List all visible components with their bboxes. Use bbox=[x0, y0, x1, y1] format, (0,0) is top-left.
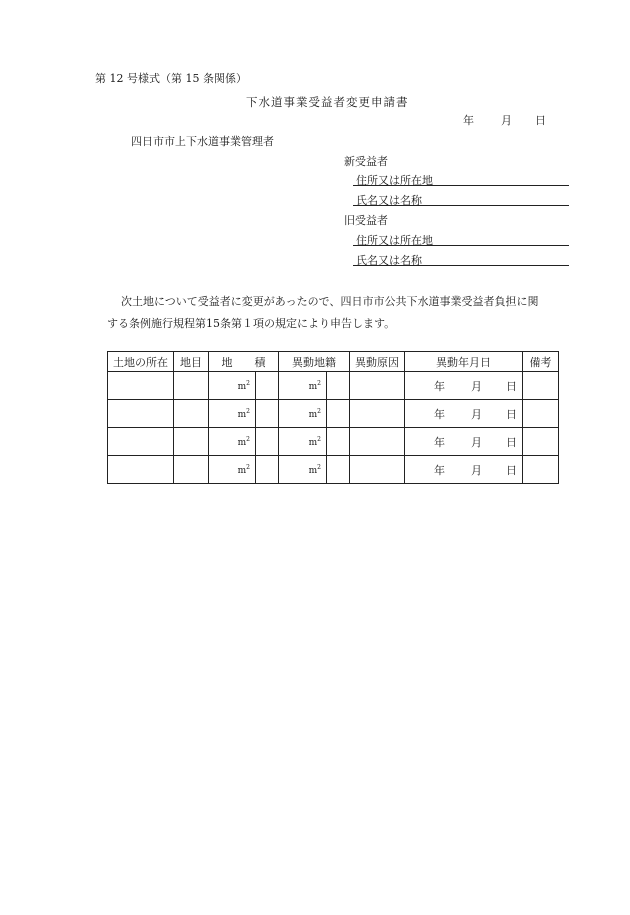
new-address-label: 住所又は所在地 bbox=[356, 174, 433, 187]
old-name-field[interactable] bbox=[353, 265, 569, 266]
cell-location[interactable] bbox=[108, 372, 174, 400]
cell-area[interactable] bbox=[209, 428, 256, 456]
cell-remarks[interactable] bbox=[523, 456, 559, 484]
date-year-label: 年 bbox=[434, 379, 445, 393]
header-location: 土地の所在 bbox=[108, 352, 174, 372]
cell-lot[interactable] bbox=[174, 400, 209, 428]
new-address-field[interactable] bbox=[353, 185, 569, 186]
new-name-field[interactable] bbox=[353, 205, 569, 206]
cell-change-area-fraction[interactable] bbox=[327, 428, 350, 456]
cell-reason[interactable] bbox=[350, 428, 405, 456]
cell-location[interactable] bbox=[108, 400, 174, 428]
date-day: 日 bbox=[535, 114, 546, 127]
date-day-label: 日 bbox=[506, 407, 517, 421]
date-day-label: 日 bbox=[506, 379, 517, 393]
cell-change-date[interactable] bbox=[405, 400, 523, 428]
header-reason: 異動原因 bbox=[350, 352, 405, 372]
cell-change-date[interactable] bbox=[405, 372, 523, 400]
old-address-label: 住所又は所在地 bbox=[356, 234, 433, 247]
cell-lot[interactable] bbox=[174, 456, 209, 484]
cell-location[interactable] bbox=[108, 428, 174, 456]
addressee: 四日市市上下水道事業管理者 bbox=[131, 135, 274, 148]
cell-change-area[interactable] bbox=[279, 400, 327, 428]
unit-m2: $m^2$ bbox=[308, 464, 321, 476]
header-area: 地 積 bbox=[209, 352, 279, 372]
header-remarks: 備考 bbox=[523, 352, 559, 372]
date-month: 月 bbox=[501, 114, 512, 127]
cell-change-area[interactable] bbox=[279, 428, 327, 456]
body-text-line-1: 次土地について受益者に変更があったので、四日市市公共下水道事業受益者負担に関 bbox=[121, 295, 539, 308]
body-text-line-2: する条例施行規程第15条第１項の規定により申告します。 bbox=[107, 317, 396, 330]
cell-area-fraction[interactable] bbox=[256, 428, 279, 456]
cell-remarks[interactable] bbox=[523, 428, 559, 456]
cell-change-date[interactable] bbox=[405, 456, 523, 484]
table-row bbox=[108, 400, 559, 428]
date-day-label: 日 bbox=[506, 463, 517, 477]
cell-lot[interactable] bbox=[174, 428, 209, 456]
old-beneficiary-heading: 旧受益者 bbox=[344, 214, 388, 227]
page-title: 下水道事業受益者変更申請書 bbox=[246, 95, 409, 109]
old-address-field[interactable] bbox=[353, 245, 569, 246]
cell-area[interactable] bbox=[209, 400, 256, 428]
old-name-label: 氏名又は名称 bbox=[356, 254, 422, 267]
cell-location[interactable] bbox=[108, 456, 174, 484]
date-month-label: 月 bbox=[471, 379, 482, 393]
land-table bbox=[107, 351, 559, 484]
cell-remarks[interactable] bbox=[523, 372, 559, 400]
cell-area[interactable] bbox=[209, 372, 256, 400]
cell-change-area[interactable] bbox=[279, 456, 327, 484]
cell-change-area-fraction[interactable] bbox=[327, 456, 350, 484]
cell-reason[interactable] bbox=[350, 400, 405, 428]
cell-change-area-fraction[interactable] bbox=[327, 400, 350, 428]
form-number: 第 12 号様式（第 15 条関係） bbox=[95, 72, 247, 85]
new-beneficiary-heading: 新受益者 bbox=[344, 155, 388, 168]
date-month-label: 月 bbox=[471, 407, 482, 421]
cell-reason[interactable] bbox=[350, 372, 405, 400]
header-change-date: 異動年月日 bbox=[405, 352, 523, 372]
date-year: 年 bbox=[463, 114, 474, 127]
cell-change-area-fraction[interactable] bbox=[327, 372, 350, 400]
cell-area-fraction[interactable] bbox=[256, 456, 279, 484]
unit-m2: $m^2$ bbox=[237, 436, 250, 448]
date-year-label: 年 bbox=[434, 463, 445, 477]
cell-remarks[interactable] bbox=[523, 400, 559, 428]
table-row bbox=[108, 428, 559, 456]
unit-m2: $m^2$ bbox=[237, 408, 250, 420]
date-year-label: 年 bbox=[434, 407, 445, 421]
date-month-label: 月 bbox=[471, 435, 482, 449]
table-row bbox=[108, 372, 559, 400]
table-header-row bbox=[108, 352, 559, 372]
date-month-label: 月 bbox=[471, 463, 482, 477]
unit-m2: $m^2$ bbox=[308, 408, 321, 420]
cell-area[interactable] bbox=[209, 456, 256, 484]
cell-lot[interactable] bbox=[174, 372, 209, 400]
unit-m2: $m^2$ bbox=[237, 380, 250, 392]
unit-m2: $m^2$ bbox=[308, 380, 321, 392]
cell-area-fraction[interactable] bbox=[256, 372, 279, 400]
unit-m2: $m^2$ bbox=[237, 464, 250, 476]
table-row bbox=[108, 456, 559, 484]
header-lot: 地目 bbox=[174, 352, 209, 372]
date-year-label: 年 bbox=[434, 435, 445, 449]
unit-m2: $m^2$ bbox=[308, 436, 321, 448]
cell-change-area[interactable] bbox=[279, 372, 327, 400]
cell-change-date[interactable] bbox=[405, 428, 523, 456]
header-change-area: 異動地籍 bbox=[279, 352, 350, 372]
cell-reason[interactable] bbox=[350, 456, 405, 484]
date-day-label: 日 bbox=[506, 435, 517, 449]
cell-area-fraction[interactable] bbox=[256, 400, 279, 428]
new-name-label: 氏名又は名称 bbox=[356, 194, 422, 207]
